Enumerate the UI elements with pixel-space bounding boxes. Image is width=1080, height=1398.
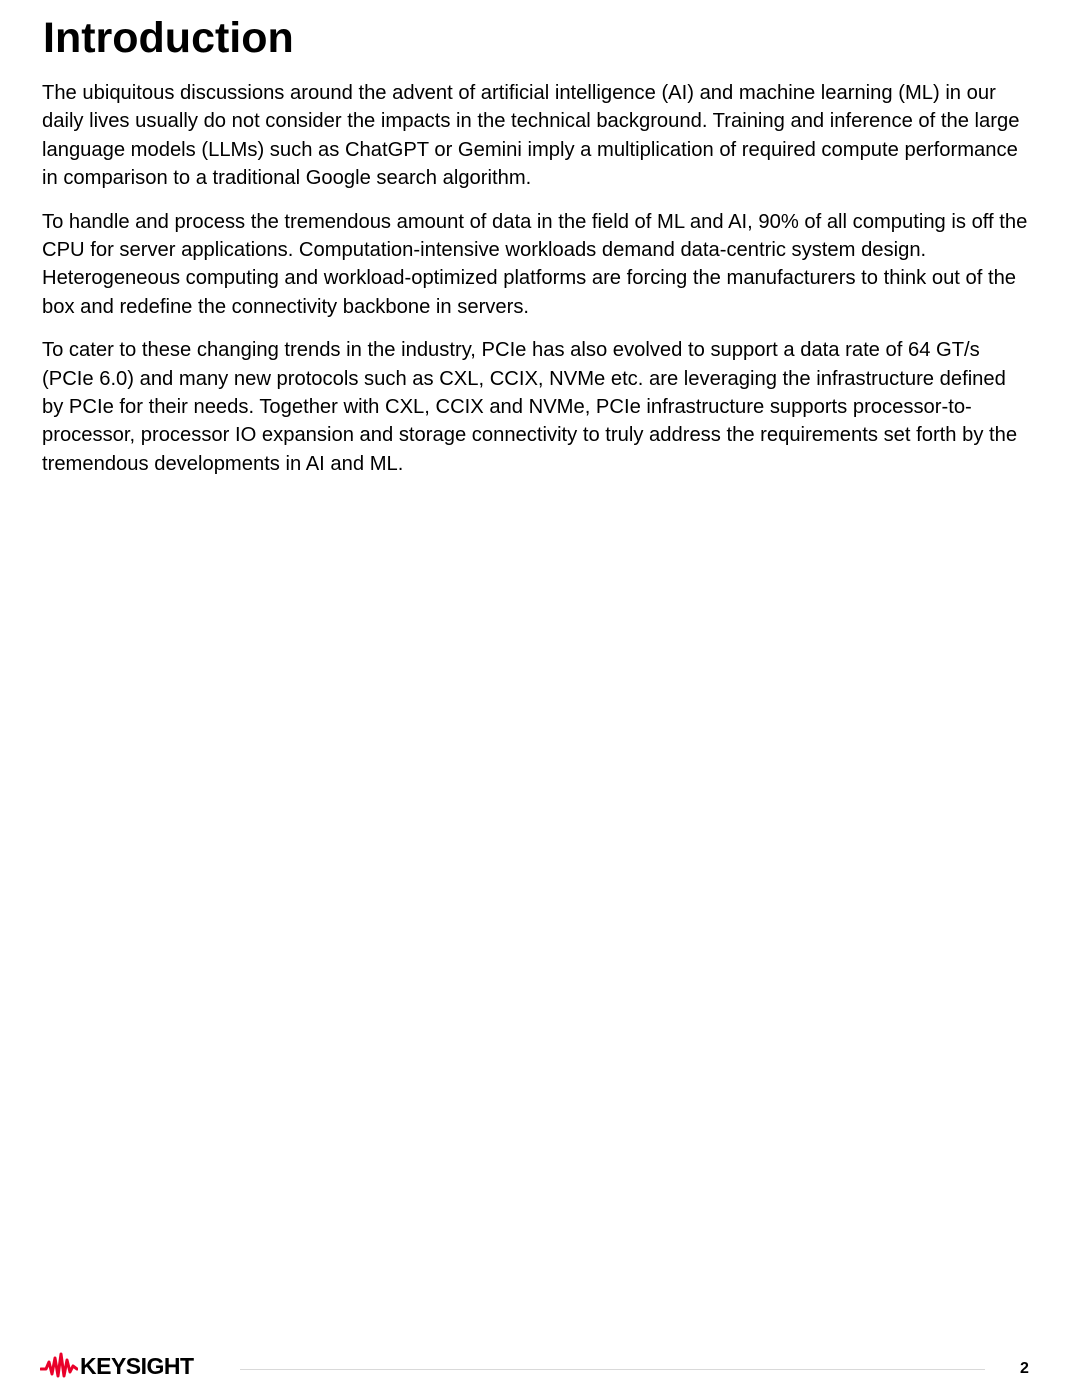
paragraph-2: To handle and process the tremendous amount of data in the field of ML and AI, 90% of all computing is off the CPU for server applications. Computation-intensive workloads demand data-centric system design. Heterogeneous computing and workload-optimized platforms are forcing the manufacturers to think out of the box and redefine the connectivity backbone in servers. bbox=[42, 210, 1028, 318]
page-footer bbox=[0, 1345, 1080, 1398]
keysight-logo bbox=[40, 1352, 194, 1380]
page-title: Introduction bbox=[43, 14, 294, 62]
footer-divider bbox=[240, 1369, 985, 1370]
page-number: 2 bbox=[1020, 1360, 1029, 1377]
paragraph-1: The ubiquitous discussions around the advent of artificial intelligence (AI) and machine learning (ML) in our daily lives usually do not consider the impacts in the technical background. Training and inference of the large language models (LLMs) such as ChatGPT or Gemini imply a multiplication of required compute performance in comparison to a traditional Google search algorithm. bbox=[42, 82, 1020, 190]
body-text bbox=[42, 79, 1032, 493]
keysight-wave-icon bbox=[40, 1352, 78, 1380]
brand-name: KEYSIGHT bbox=[80, 1353, 194, 1379]
paragraph-3: To cater to these changing trends in the industry, PCIe has also evolved to support a data rate of 64 GT/s (PCIe 6.0) and many new protocols such as CXL, CCIX, NVMe etc. are leveraging the infrastructure defined by PCIe for their needs. Together with CXL, CCIX and NVMe, PCIe infrastructure supports processor-to-processor, processor IO expansion and storage connectivity to truly address the requirements set forth by the tremendous developments in AI and ML. bbox=[42, 339, 1018, 475]
